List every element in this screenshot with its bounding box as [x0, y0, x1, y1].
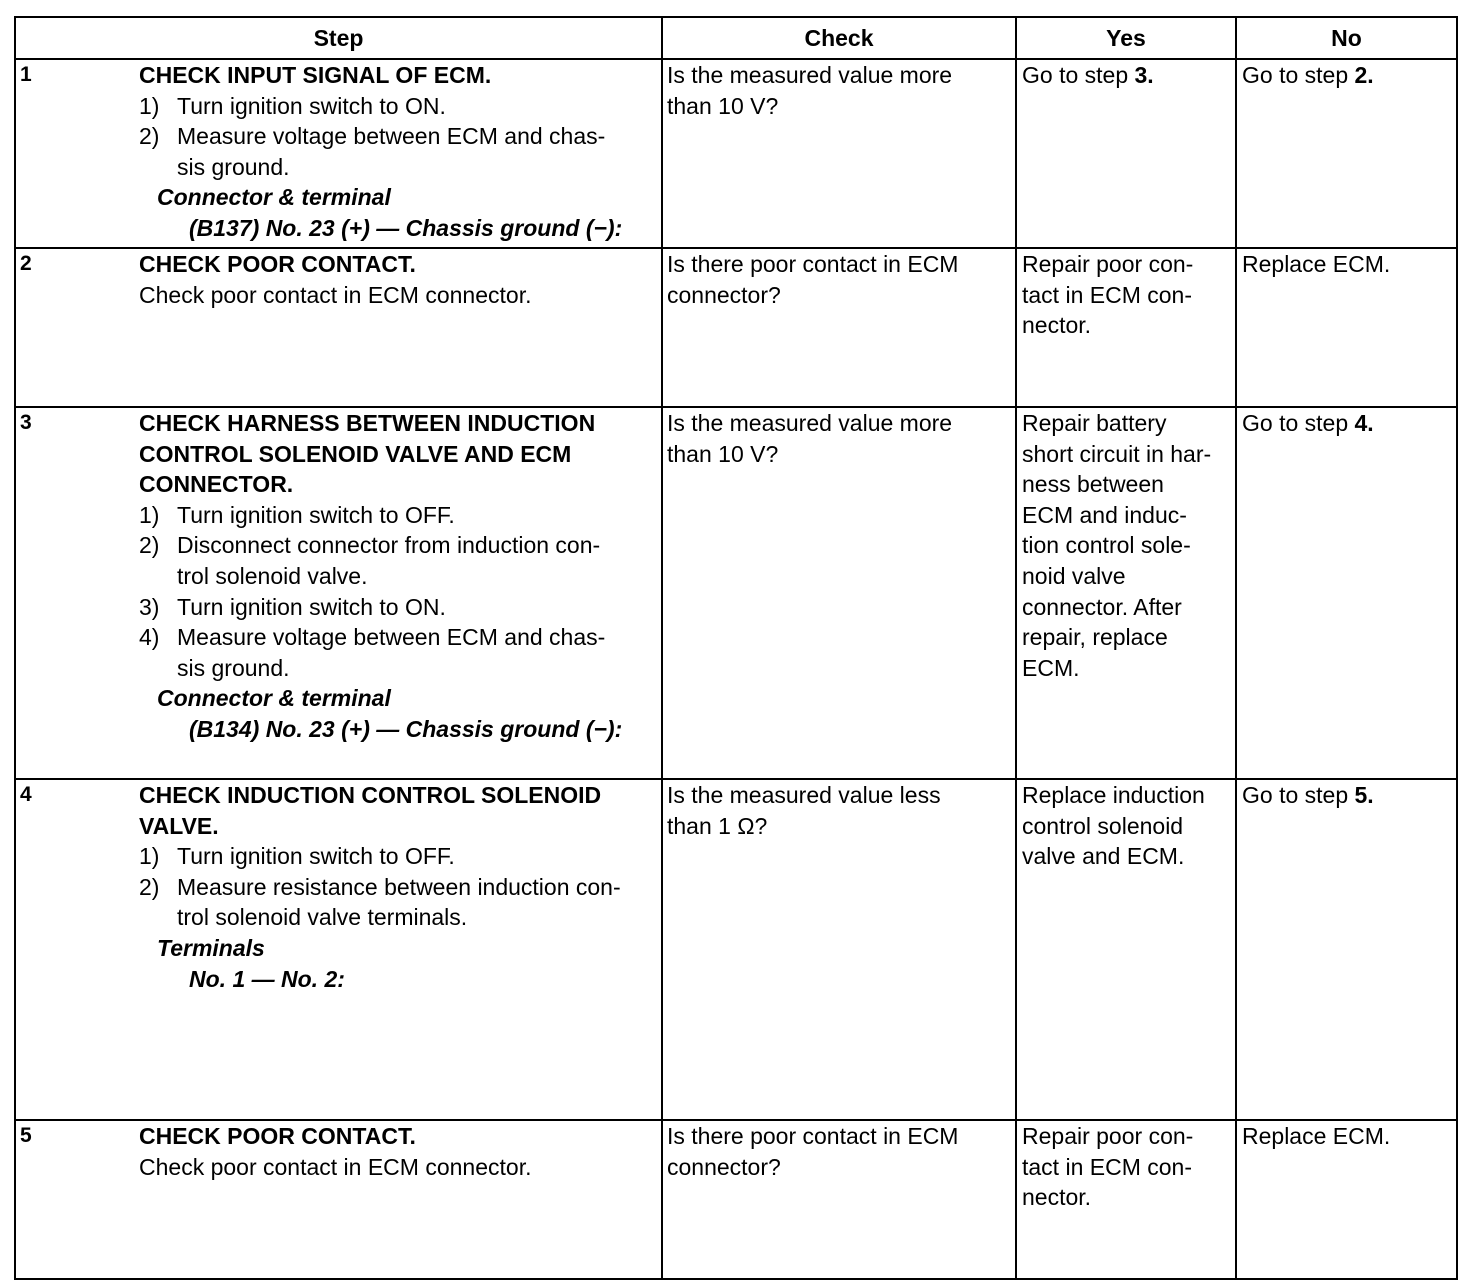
list-item-continuation: trol solenoid valve terminals.	[177, 904, 468, 931]
spec-value: (B137) No. 23 (+) — Chassis ground (−):	[189, 214, 623, 241]
header-step: Step	[313, 25, 364, 51]
header-yes: Yes	[1106, 25, 1146, 51]
spec-label: Connector & terminal	[157, 685, 391, 712]
rule-col-check	[661, 18, 663, 1278]
check-1: Is the measured value more than 10 V?	[667, 62, 953, 119]
no-2: Replace ECM.	[1242, 251, 1391, 277]
step-title: CHECK POOR CONTACT.	[139, 251, 416, 277]
no-1: Go to step 2.	[1242, 62, 1374, 88]
header-no: No	[1331, 25, 1362, 51]
check-4: Is the measured value less than 1 Ω?	[667, 782, 941, 839]
step-number-5: 5	[20, 1124, 32, 1147]
step-number-4: 4	[20, 783, 32, 806]
step-title: CONNECTOR.	[139, 471, 294, 498]
list-item: 1) Turn ignition switch to ON.	[139, 92, 446, 119]
rule-col-yes	[1015, 18, 1017, 1278]
header-check: Check	[804, 25, 874, 51]
step-3-content	[139, 408, 622, 745]
list-item: 1) Turn ignition switch to OFF.	[139, 843, 455, 870]
step-title: CHECK POOR CONTACT.	[139, 1123, 416, 1149]
step-4-content	[139, 780, 621, 994]
step-text: Check poor contact in ECM connector.	[139, 1153, 532, 1180]
step-title: VALVE.	[139, 812, 219, 839]
rule-col-no	[1235, 18, 1237, 1278]
list-item-continuation: sis ground.	[177, 654, 290, 681]
list-item: 4) Measure voltage between ECM and chas-	[139, 624, 606, 651]
no-3: Go to step 4.	[1242, 410, 1374, 436]
list-item: 2) Disconnect connector from induction con-	[139, 532, 601, 559]
list-item-continuation: sis ground.	[177, 153, 290, 180]
yes-5: Repair poor con- tact in ECM con- nector.	[1022, 1123, 1194, 1211]
list-item: 2) Measure voltage between ECM and chas-	[139, 123, 606, 150]
step-text: Check poor contact in ECM connector.	[139, 281, 532, 308]
yes-2: Repair poor con- tact in ECM con- nector.	[1022, 251, 1194, 339]
step-number-3: 3	[20, 411, 32, 434]
step-1-content	[139, 60, 622, 244]
list-item: 3) Turn ignition switch to ON.	[139, 593, 446, 620]
step-number-2: 2	[20, 252, 32, 275]
step-title: CONTROL SOLENOID VALVE AND ECM	[139, 440, 572, 467]
step-title: CHECK HARNESS BETWEEN INDUCTION	[139, 410, 596, 436]
no-5: Replace ECM.	[1242, 1123, 1391, 1149]
step-5-content	[139, 1121, 531, 1182]
no-4: Go to step 5.	[1242, 782, 1374, 808]
spec-label: Connector & terminal	[157, 184, 391, 211]
list-item-continuation: trol solenoid valve.	[177, 562, 368, 589]
check-2: Is there poor contact in ECM connector?	[667, 251, 959, 308]
yes-4: Replace induction control solenoid valve and ECM.	[1022, 782, 1205, 870]
list-item: 2) Measure resistance between induction con-	[139, 873, 621, 900]
step-2-content	[139, 249, 531, 310]
spec-label: Terminals	[157, 934, 265, 961]
diagnostic-table	[14, 16, 1458, 1280]
step-title: CHECK INDUCTION CONTROL SOLENOID	[139, 782, 602, 808]
spec-value: (B134) No. 23 (+) — Chassis ground (−):	[189, 715, 623, 742]
spec-value: No. 1 — No. 2:	[189, 965, 345, 992]
yes-3: Repair battery short circuit in har- ness between ECM and induc- tion control sole- noid valve connector. After repair, replace ECM.	[1022, 410, 1212, 681]
yes-1: Go to step 3.	[1022, 62, 1154, 88]
check-3: Is the measured value more than 10 V?	[667, 410, 953, 467]
check-5: Is there poor contact in ECM connector?	[667, 1123, 959, 1180]
step-number-1: 1	[20, 63, 32, 86]
list-item: 1) Turn ignition switch to OFF.	[139, 501, 455, 528]
step-title: CHECK INPUT SIGNAL OF ECM.	[139, 62, 492, 88]
